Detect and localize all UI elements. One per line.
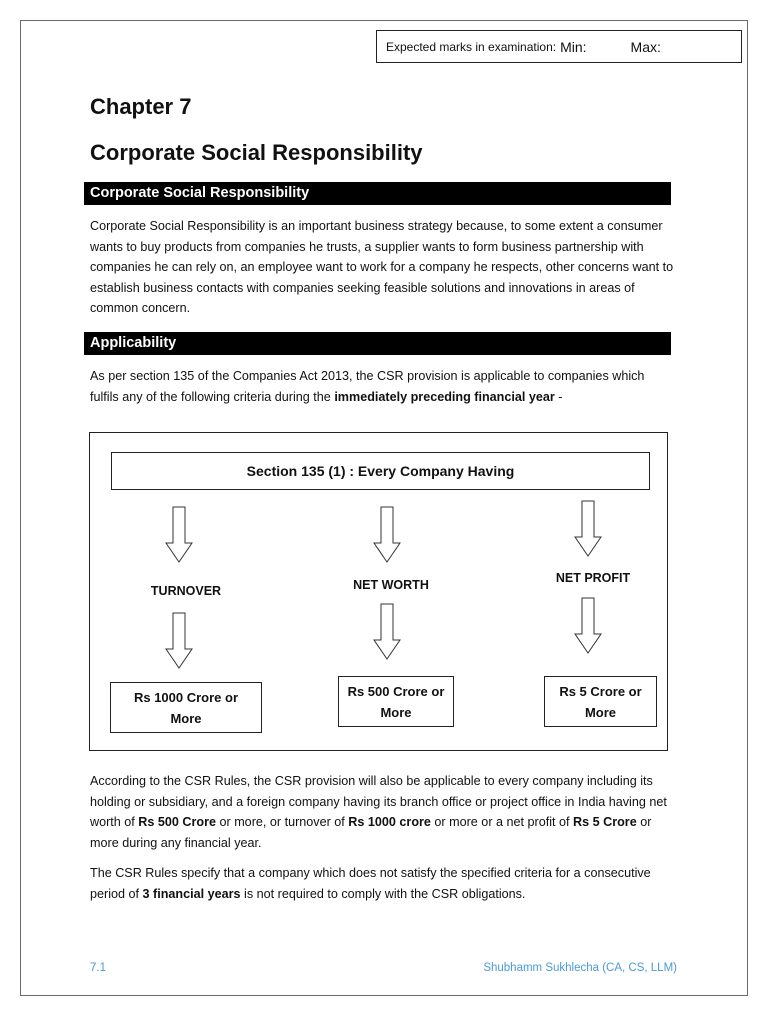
down-arrow-icon bbox=[573, 500, 603, 558]
chapter-heading: Chapter 7 bbox=[90, 94, 192, 119]
criterion-net-worth: NET WORTH bbox=[353, 578, 429, 592]
down-arrow-icon bbox=[372, 603, 402, 661]
csr-paragraph: Corporate Social Responsibility is an important business strategy because, to some extent a consumer wants to buy products from companies he trusts, a supplier wants to form business partnership with companies he can rely on, an employee want to work for a company he respects, other concerns want to establish business contacts with companies seeking feasible solutions and innovations in areas of common concern. bbox=[90, 219, 674, 315]
diagram-title-box: Section 135 (1) : Every Company Having bbox=[111, 452, 650, 490]
csr-rules-paragraph: According to the CSR Rules, the CSR provision will also be applicable to every company including its holding or subsidiary, and a foreign company having its branch office or project office in India having net worth of Rs 500 Crore or more, or turnover of Rs 1000 crore or more or a net profit of Rs 5 Crore or more during any financial year. bbox=[90, 774, 667, 850]
value-box-net-worth: Rs 500 Crore or More bbox=[338, 676, 454, 727]
applicability-paragraph: As per section 135 of the Companies Act 2013, the CSR provision is applicable to companies which fulfils any of the following criteria during the immediately preceding financial year - bbox=[90, 369, 645, 404]
value-box-net-profit: Rs 5 Crore or More bbox=[544, 676, 657, 727]
down-arrow-icon bbox=[164, 506, 194, 564]
marks-label: Expected marks in examination: bbox=[386, 39, 557, 54]
footer-author: Shubhamm Sukhlecha (CA, CS, LLM) bbox=[483, 962, 677, 974]
expected-marks-box bbox=[376, 30, 742, 63]
section-heading-csr: Corporate Social Responsibility bbox=[84, 182, 671, 205]
section-heading-applicability: Applicability bbox=[84, 332, 671, 355]
criterion-turnover: TURNOVER bbox=[150, 584, 222, 598]
max-label: Max: bbox=[630, 38, 661, 55]
page-title: Corporate Social Responsibility bbox=[90, 140, 423, 165]
down-arrow-icon bbox=[372, 506, 402, 564]
value-box-turnover: Rs 1000 Crore or More bbox=[110, 682, 262, 733]
down-arrow-icon bbox=[164, 612, 194, 670]
exemption-paragraph: The CSR Rules specify that a company which does not satisfy the specified criteria for a consecutive period of 3 financial years is not required to comply with the CSR obligations. bbox=[90, 866, 651, 901]
criterion-net-profit: NET PROFIT bbox=[555, 571, 631, 585]
min-label: Min: bbox=[560, 38, 587, 55]
page-number: 7.1 bbox=[90, 962, 106, 974]
down-arrow-icon bbox=[573, 597, 603, 655]
